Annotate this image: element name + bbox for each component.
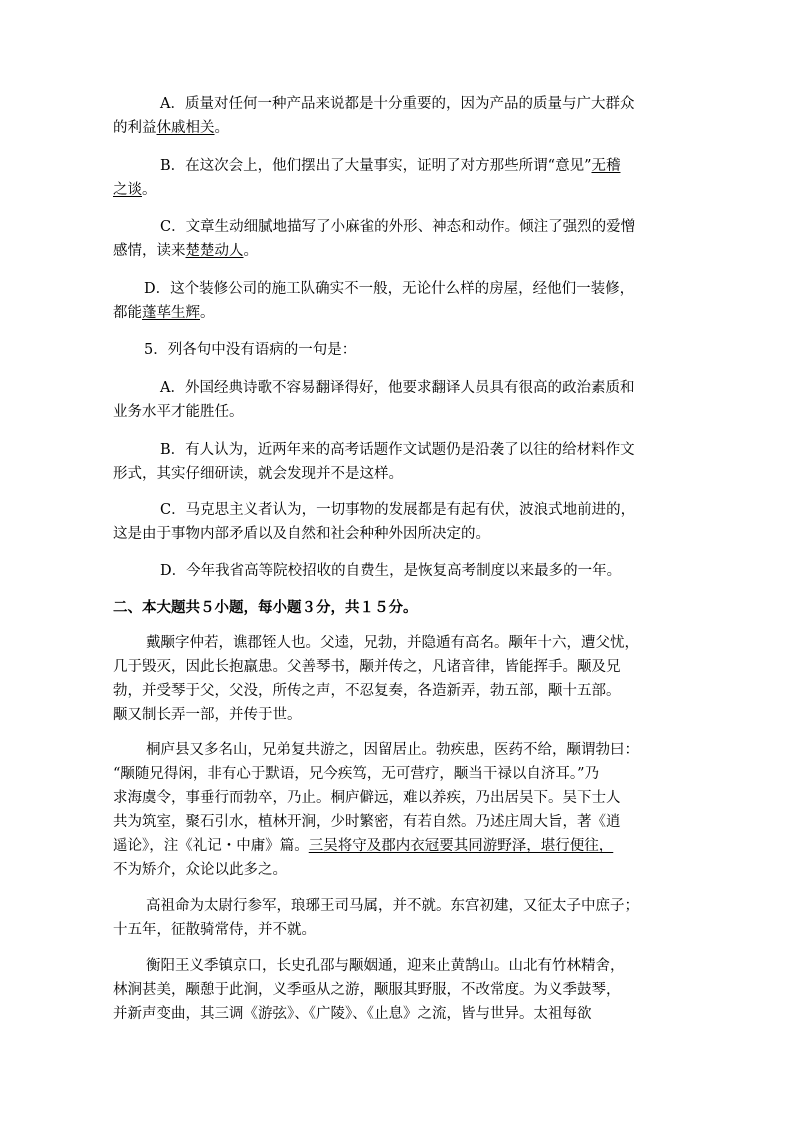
q4-option-d-line1: D．这个装修公司的施工队确实不一般，无论什么样的房屋，经他们一装修，	[144, 281, 635, 297]
q4-option-d-line2: 都能蓬荜生辉。	[113, 305, 215, 321]
underlined-idiom: 之谈	[113, 182, 142, 198]
q5-option-c-line1: C．马克思主义者认为，一切事物的发展都是有起有伏，波浪式地前进的，	[160, 502, 636, 518]
q4-option-a-line1: A．质量对任何一种产品来说都是十分重要的，因为产品的质量与广大群众	[160, 96, 635, 112]
passage-p1-line: 几于毁灭，因此长抱羸患。父善琴书，颙并传之，凡诸音律，皆能挥手。颙及兄	[113, 659, 621, 675]
q5-stem: 5．列各句中没有语病的一句是：	[144, 342, 357, 358]
passage-p1-line: 颙又制长弄一部，并传于世。	[113, 707, 302, 723]
passage-p4-line: 林涧甚美，颙憩于此涧，义季亟从之游，颙服其野服，不改常度。为义季鼓琴，	[113, 982, 621, 998]
passage-p2-line: 桐庐县又多名山，兄弟复共游之，因留居止。勃疾患，医药不给，颙谓勃曰：	[146, 742, 639, 758]
q5-option-a-line1: A．外国经典诗歌不容易翻译得好，他要求翻译人员具有很高的政治素质和	[160, 380, 635, 396]
passage-p4-line: 并新声变曲，其三调《游弦》、《广陵》、《止息》之流，皆与世异。太祖每欲	[113, 1006, 592, 1022]
q5-option-b-line2: 形式，其实仔细研读，就会发现并不是这样。	[113, 466, 403, 482]
passage-p2-line: 遥论》，注《礼记・中庸》篇。三吴将守及郡内衣冠要其同游野泽，堪行便往，	[113, 838, 614, 854]
q5-option-a-line2: 业务水平才能胜任。	[113, 404, 244, 420]
passage-p3-line: 高祖命为太尉行参军，琅琊王司马属，并不就。东宫初建，又征太子中庶子；	[146, 898, 639, 914]
section-heading: 二、本大题共５小题，每小题３分，共１５分。	[113, 599, 418, 616]
q4-option-a-line2: 的利益休戚相关。	[113, 120, 229, 136]
underlined-idiom: 楚楚动人	[185, 243, 244, 259]
passage-p2-line: “颙随兄得闲，非有心于默语，兄今疾笃，无可营疗，颙当干禄以自济耳。”乃	[113, 766, 600, 782]
passage-p1-line: 戴颙字仲若，谯郡铚人也。父逵，兄勃，并隐遁有高名。颙年十六，遭父忧，	[146, 635, 639, 651]
underlined-idiom: 无稽	[591, 158, 621, 174]
q4-option-b-line1: B．在这次会上，他们摆出了大量事实，证明了对方那些所谓“意见”无稽	[160, 158, 621, 174]
q4-option-c-line2: 感情，读来楚楚动人。	[113, 243, 258, 259]
passage-p3-line: 十五年，征散骑常侍，并不就。	[113, 922, 316, 938]
passage-p4-line: 衡阳王义季镇京口，长史孔邵与颙姻通，迎来止黄鹄山。山北有竹林精舍，	[146, 958, 625, 974]
q4-option-c-line1: C．文章生动细腻地描写了小麻雀的外形、神态和动作。倾注了强烈的爱憎	[160, 219, 636, 235]
passage-p2-line: 求海虞令，事垂行而勃卒，乃止。桐庐僻远，难以养疾，乃出居吴下。吴下士人	[113, 790, 621, 806]
q5-option-b-line1: B．有人认为，近两年来的高考话题作文试题仍是沿袭了以往的给材料作文	[160, 442, 635, 458]
q4-option-b-line2: 之谈。	[113, 182, 157, 198]
passage-p2-line: 不为矫介，众论以此多之。	[113, 862, 287, 878]
underlined-sentence: 三吴将守及郡内衣冠要其同游野泽，堪行便往，	[308, 838, 614, 854]
q5-option-c-line2: 这是由于事物内部矛盾以及自然和社会种种外因所决定的。	[113, 526, 490, 542]
underlined-idiom: 蓬荜生辉	[142, 305, 200, 321]
passage-p2-line: 共为筑室，聚石引水，植林开涧，少时繁密，有若自然。乃述庄周大旨，著《逍	[113, 814, 621, 830]
underlined-idiom: 休戚相关	[156, 120, 215, 136]
passage-p1-line: 勃，并受琴于父，父没，所传之声，不忍复奏，各造新弄，勃五部，颙十五部。	[113, 683, 621, 699]
q5-option-d-line1: D．今年我省高等院校招收的自费生，是恢复高考制度以来最多的一年。	[160, 563, 622, 579]
